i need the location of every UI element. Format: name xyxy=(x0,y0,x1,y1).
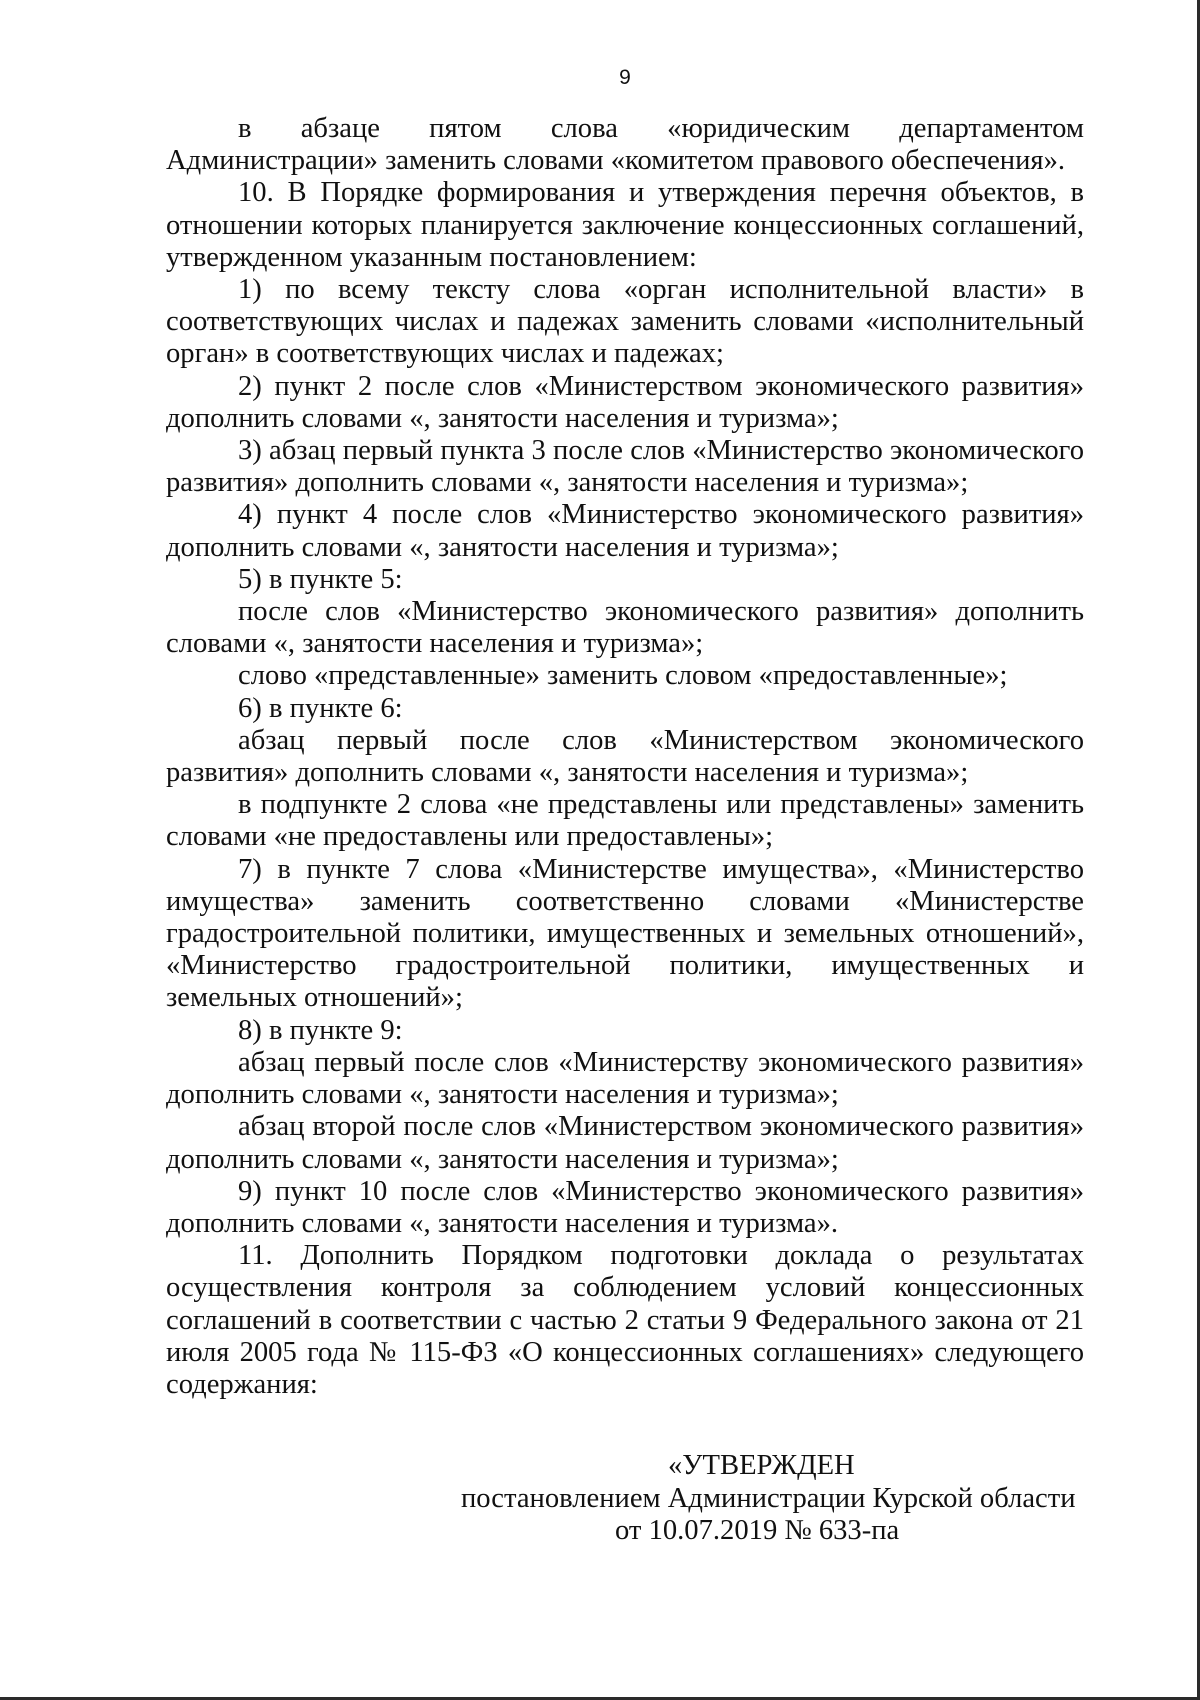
approval-date-number: от 10.07.2019 № 633-па xyxy=(615,1515,900,1546)
paragraph-subitem-7: 7) в пункте 7 слова «Министерстве имущества», «Министерство имущества» заменить соответственно словами «Министерстве градостроительной политики, имущественных и земельных отношений», «Министерство градостроительной политики, имущественных и земельных отношений»; xyxy=(166,853,1084,1014)
paragraph-subitem-6-part-a: абзац первый после слов «Министерством экономического развития» дополнить словами «, занятости населения и туризма»; xyxy=(166,724,1084,789)
paragraph-subitem-8-part-a: абзац первый после слов «Министерству экономического развития» дополнить словами «, занятости населения и туризма»; xyxy=(166,1046,1084,1111)
document-body xyxy=(166,113,1084,1401)
paragraph-replace-legal-department: в абзаце пятом слова «юридическим департаментом Администрации» заменить словами «комитетом правового обеспечения». xyxy=(166,113,1084,177)
paragraph-subitem-6-part-b: в подпункте 2 слова «не представлены или представлены» заменить словами «не предоставлены или предоставлены»; xyxy=(166,789,1084,853)
page-number: 9 xyxy=(619,66,631,89)
paragraph-item-10: 10. В Порядке формирования и утверждения перечня объектов, в отношении которых планируется заключение концессионных соглашений, утвержденном указанным постановлением: xyxy=(166,177,1084,273)
paragraph-subitem-4: 4) пункт 4 после слов «Министерство экономического развития» дополнить словами «, занятости населения и туризма»; xyxy=(166,499,1084,563)
approval-stamp-block xyxy=(420,1450,1120,1548)
paragraph-subitem-2: 2) пункт 2 после слов «Министерством экономического развития» дополнить словами «, занятости населения и туризма»; xyxy=(166,370,1084,434)
paragraph-subitem-6: 6) в пункте 6: xyxy=(238,692,403,724)
approval-authority: постановлением Администрации Курской области xyxy=(461,1482,1076,1514)
paragraph-subitem-5: 5) в пункте 5: xyxy=(238,563,403,595)
paragraph-subitem-9: 9) пункт 10 после слов «Министерство экономического развития» дополнить словами «, занятости населения и туризма». xyxy=(166,1175,1084,1239)
approval-title: «УТВЕРЖДЕН xyxy=(668,1450,855,1481)
paragraph-subitem-8-part-b: абзац второй после слов «Министерством экономического развития» дополнить словами «, занятости населения и туризма»; xyxy=(166,1111,1084,1175)
paragraph-subitem-8: 8) в пункте 9: xyxy=(238,1014,403,1046)
paragraph-item-11: 11. Дополнить Порядком подготовки доклада о результатах осуществления контроля за соблюдением условий концессионных соглашений в соответствии с частью 2 статьи 9 Федерального закона от 21 июля 2005 года № 115-ФЗ «О концессионных соглашениях» следующего содержания: xyxy=(166,1240,1084,1400)
paragraph-subitem-5-part-a: после слов «Министерство экономического развития» дополнить словами «, занятости населения и туризма»; xyxy=(166,596,1084,660)
paragraph-subitem-3: 3) абзац первый пункта 3 после слов «Министерство экономического развития» дополнить словами «, занятости населения и туризма»; xyxy=(166,435,1084,499)
paragraph-subitem-1: 1) по всему тексту слова «орган исполнительной власти» в соответствующих числах и падежах заменить словами «исполнительный орган» в соответствующих числах и падежах; xyxy=(166,274,1084,370)
paragraph-subitem-5-part-b: слово «представленные» заменить словом «предоставленные»; xyxy=(238,660,1008,692)
